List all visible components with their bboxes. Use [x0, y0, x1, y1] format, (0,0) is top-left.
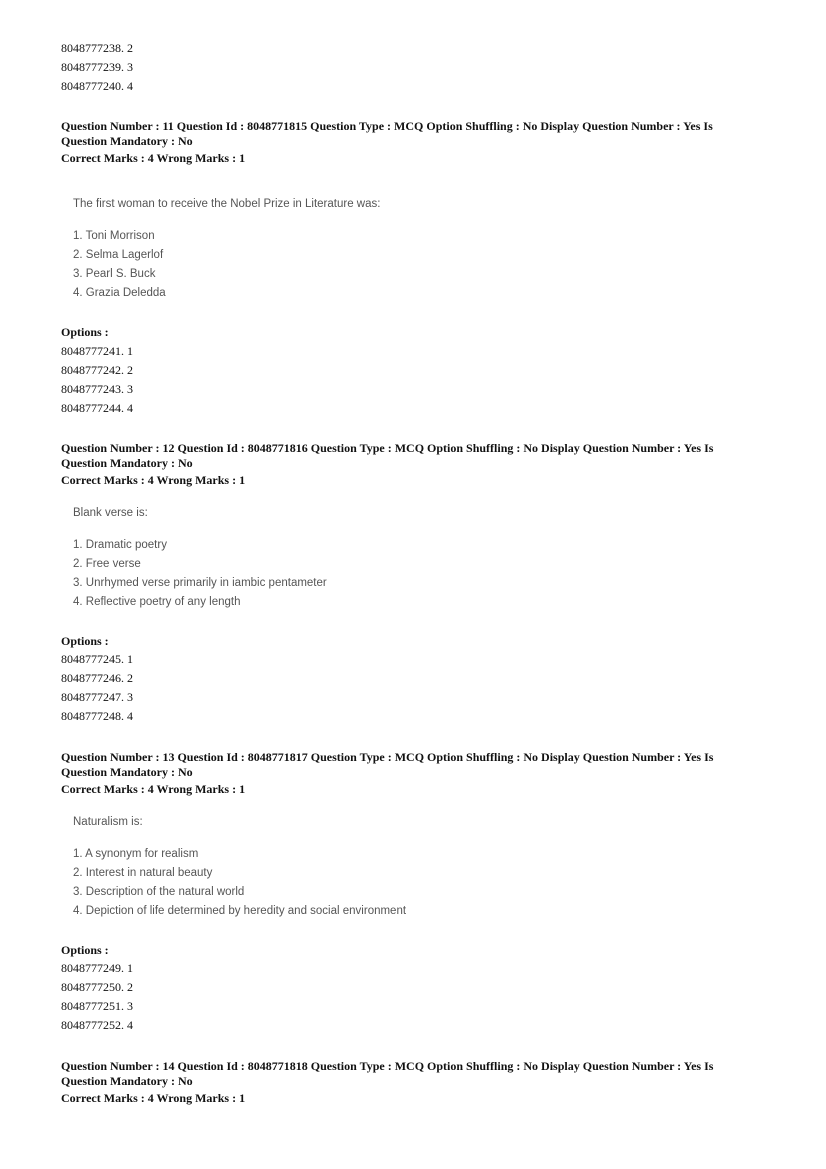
- option-line: 8048777247. 3: [61, 690, 133, 704]
- option-line: 8048777248. 4: [61, 709, 133, 723]
- answer-choice: 2. Selma Lagerlof: [73, 249, 164, 261]
- option-line: 8048777246. 2: [61, 671, 133, 685]
- question-stem: Blank verse is:: [73, 507, 148, 519]
- options-label: Options :: [61, 634, 109, 648]
- question-stem: The first woman to receive the Nobel Prize in Literature was:: [73, 198, 381, 210]
- options-label: Options :: [61, 943, 109, 957]
- question-mandatory: Question Mandatory : No: [61, 765, 193, 779]
- question-marks: Correct Marks : 4 Wrong Marks : 1: [61, 1091, 246, 1105]
- answer-choice: 4. Grazia Deledda: [73, 287, 166, 299]
- answer-choice: 2. Interest in natural beauty: [73, 867, 213, 879]
- question-header: Question Number : 12 Question Id : 8048771816 Question Type : MCQ Option Shuffling : No Display Question Number : Yes Is: [61, 441, 714, 455]
- option-line: 8048777240. 4: [61, 79, 133, 93]
- question-mandatory: Question Mandatory : No: [61, 134, 193, 148]
- option-line: 8048777241. 1: [61, 344, 133, 358]
- question-image: [73, 504, 327, 612]
- answer-choice: 2. Free verse: [73, 558, 141, 570]
- option-line: 8048777245. 1: [61, 652, 133, 666]
- option-line: 8048777244. 4: [61, 401, 133, 415]
- option-line: 8048777239. 3: [61, 60, 133, 74]
- question-marks: Correct Marks : 4 Wrong Marks : 1: [61, 151, 246, 165]
- answer-choice: 3. Pearl S. Buck: [73, 268, 156, 280]
- question-header: Question Number : 13 Question Id : 8048771817 Question Type : MCQ Option Shuffling : No Display Question Number : Yes Is: [61, 750, 714, 764]
- question-marks: Correct Marks : 4 Wrong Marks : 1: [61, 782, 246, 796]
- question-image: [73, 195, 380, 303]
- answer-choice: 1. A synonym for realism: [73, 848, 199, 860]
- question-mandatory: Question Mandatory : No: [61, 1074, 193, 1088]
- answer-choice: 4. Depiction of life determined by heredity and social environment: [73, 905, 407, 917]
- option-line: 8048777250. 2: [61, 980, 133, 994]
- option-line: 8048777242. 2: [61, 363, 133, 377]
- option-line: 8048777251. 3: [61, 999, 133, 1013]
- question-marks: Correct Marks : 4 Wrong Marks : 1: [61, 473, 246, 487]
- question-mandatory: Question Mandatory : No: [61, 456, 193, 470]
- question-image: [73, 813, 406, 921]
- question-header: Question Number : 14 Question Id : 8048771818 Question Type : MCQ Option Shuffling : No Display Question Number : Yes Is: [61, 1059, 714, 1073]
- answer-choice: 1. Dramatic poetry: [73, 539, 167, 551]
- option-line: 8048777249. 1: [61, 961, 133, 975]
- option-line: 8048777252. 4: [61, 1018, 133, 1032]
- question-header: Question Number : 11 Question Id : 8048771815 Question Type : MCQ Option Shuffling : No Display Question Number : Yes Is: [61, 119, 713, 133]
- option-line: 8048777238. 2: [61, 41, 133, 55]
- answer-choice: 1. Toni Morrison: [73, 230, 155, 242]
- question-stem: Naturalism is:: [73, 816, 143, 828]
- answer-choice: 3. Description of the natural world: [73, 886, 245, 898]
- answer-choice: 4. Reflective poetry of any length: [73, 596, 241, 608]
- options-label: Options :: [61, 325, 109, 339]
- option-line: 8048777243. 3: [61, 382, 133, 396]
- answer-choice: 3. Unrhymed verse primarily in iambic pentameter: [73, 577, 327, 589]
